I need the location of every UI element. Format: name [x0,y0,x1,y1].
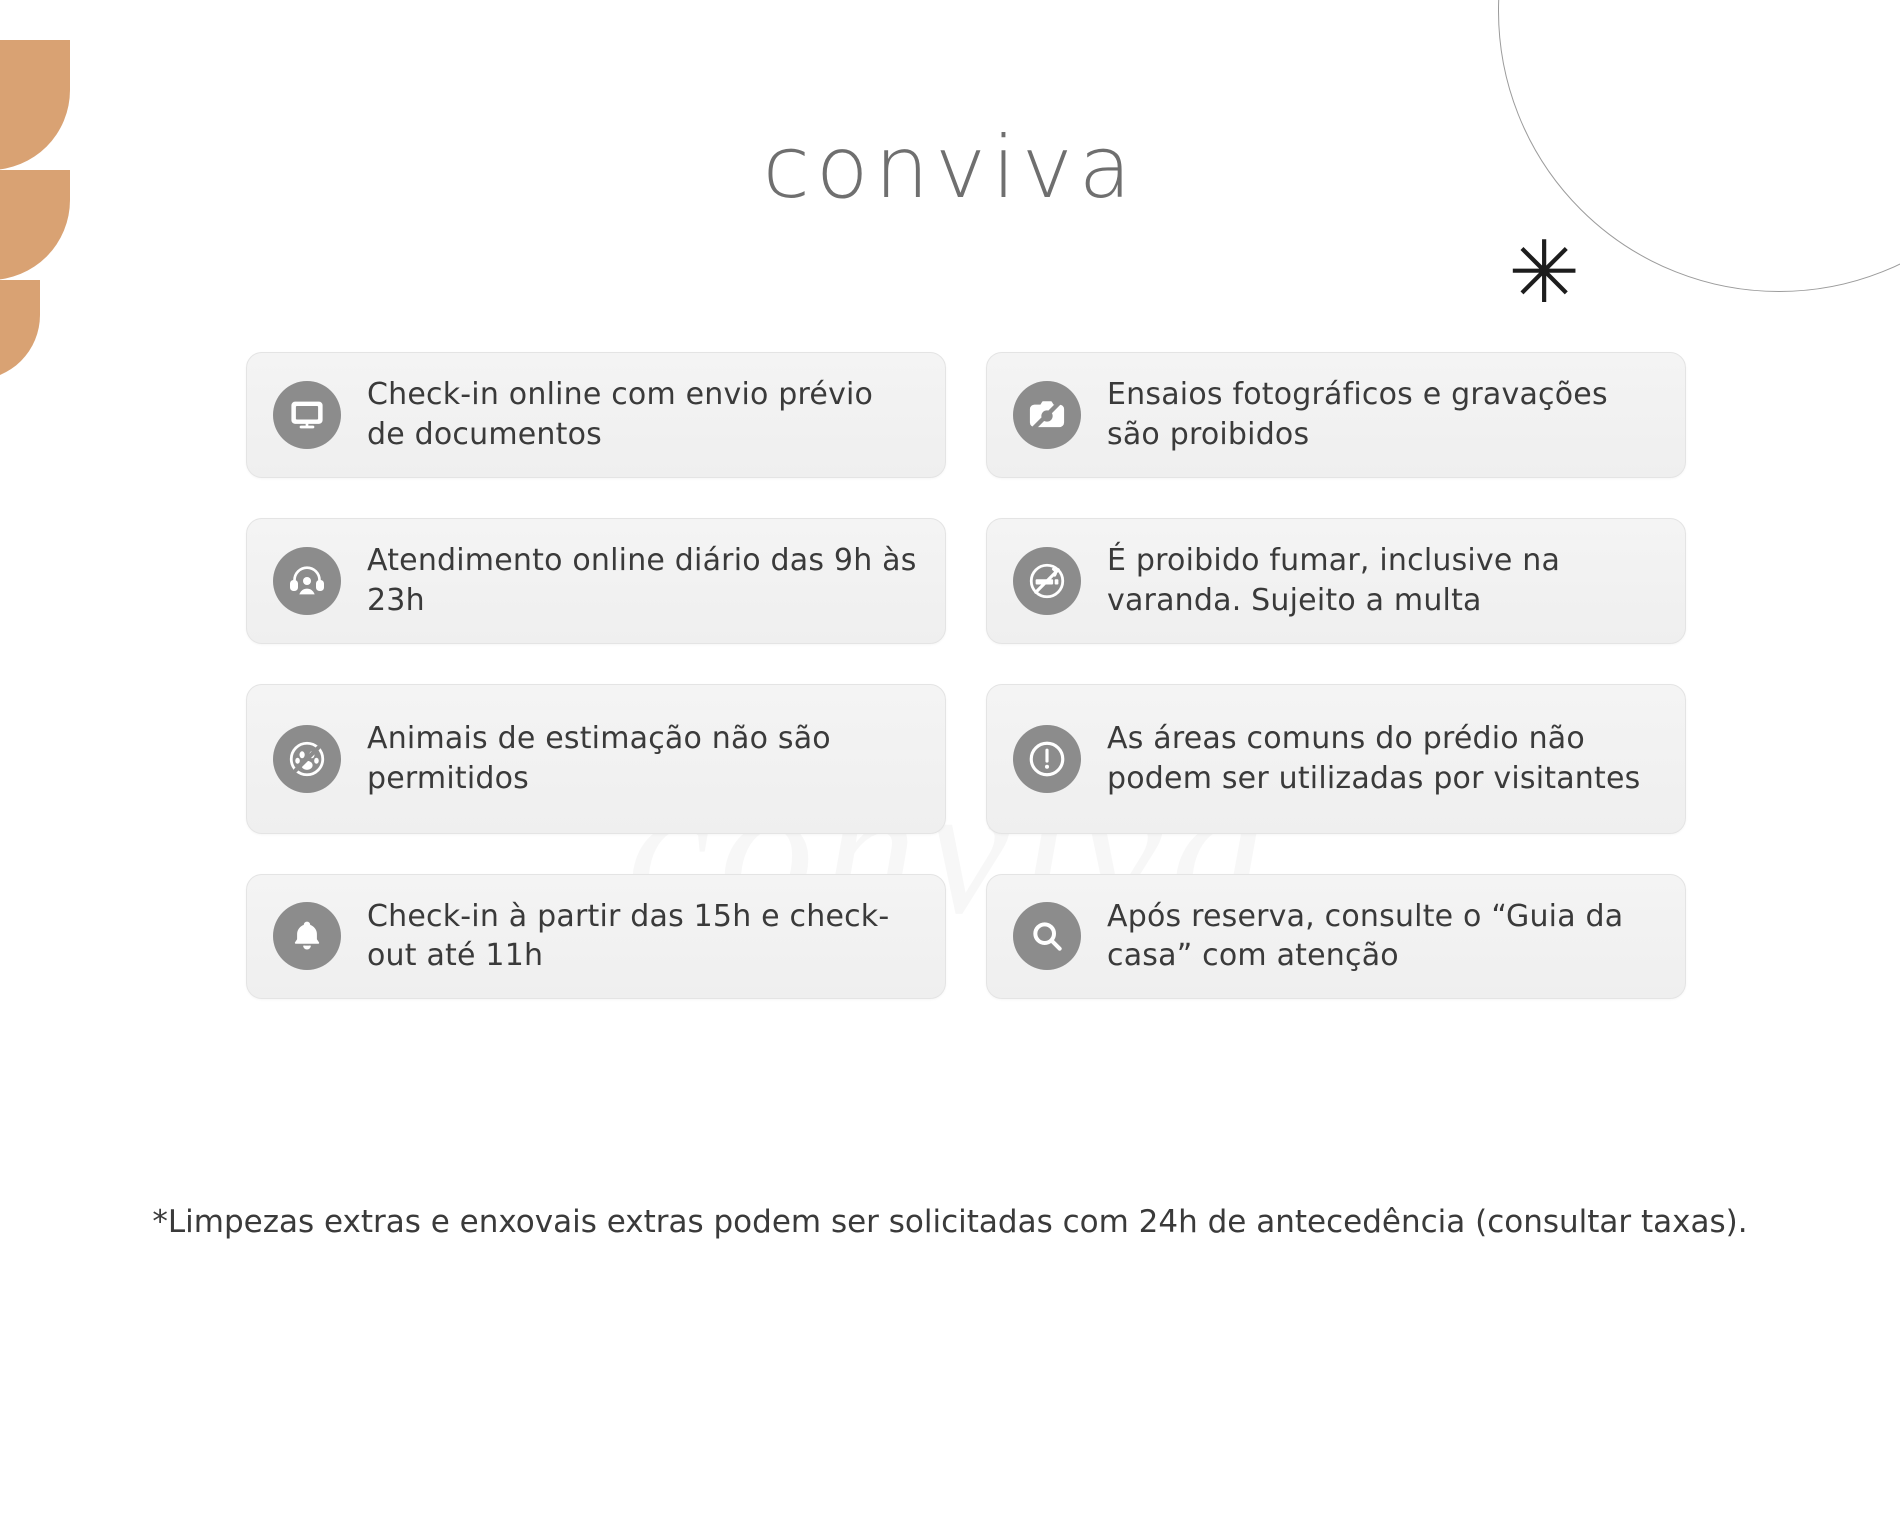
rule-text: Atendimento online diário das 9h às 23h [367,542,917,618]
bell-icon [273,902,341,970]
rule-text: As áreas comuns do prédio não podem ser utilizadas por visitantes [1107,720,1641,796]
asterisk-icon: ✳ [1507,223,1580,323]
rule-card-no-photography [986,352,1686,478]
no-smoking-icon [1013,547,1081,615]
monitor-icon [273,381,341,449]
rules-grid [246,352,1686,999]
exclamation-circle-icon [1013,725,1081,793]
rule-text: É proibido fumar, inclusive na varanda. Sujeito a multa [1107,542,1561,618]
rule-card-common-areas [986,684,1686,834]
leaf-shape-3 [0,280,40,380]
rule-text: Ensaios fotográficos e gravações são proibidos [1107,377,1608,452]
rule-card-no-pets [246,684,946,834]
rule-card-checkin-checkout-times [246,874,946,1000]
rule-card-online-support [246,518,946,644]
no-pets-icon [273,725,341,793]
brand-logo: conviva [762,118,1138,218]
rule-text: Animais de estimação não são permitidos [367,720,831,796]
rule-card-check-in-online [246,352,946,478]
footnote-text: *Limpezas extras e enxovais extras podem ser solicitadas com 24h de antecedência (consultar taxas). [152,1204,1748,1240]
rule-text: Check-in à partir das 15h e check-out até 11h [367,898,890,974]
magnifier-icon [1013,902,1081,970]
rule-text: Check-in online com envio prévio de documentos [367,377,874,452]
rule-card-house-guide [986,874,1686,1000]
headset-support-icon [273,547,341,615]
rule-card-no-smoking [986,518,1686,644]
rule-text: Após reserva, consulte o “Guia da casa” com atenção [1107,898,1624,974]
no-photo-icon [1013,381,1081,449]
